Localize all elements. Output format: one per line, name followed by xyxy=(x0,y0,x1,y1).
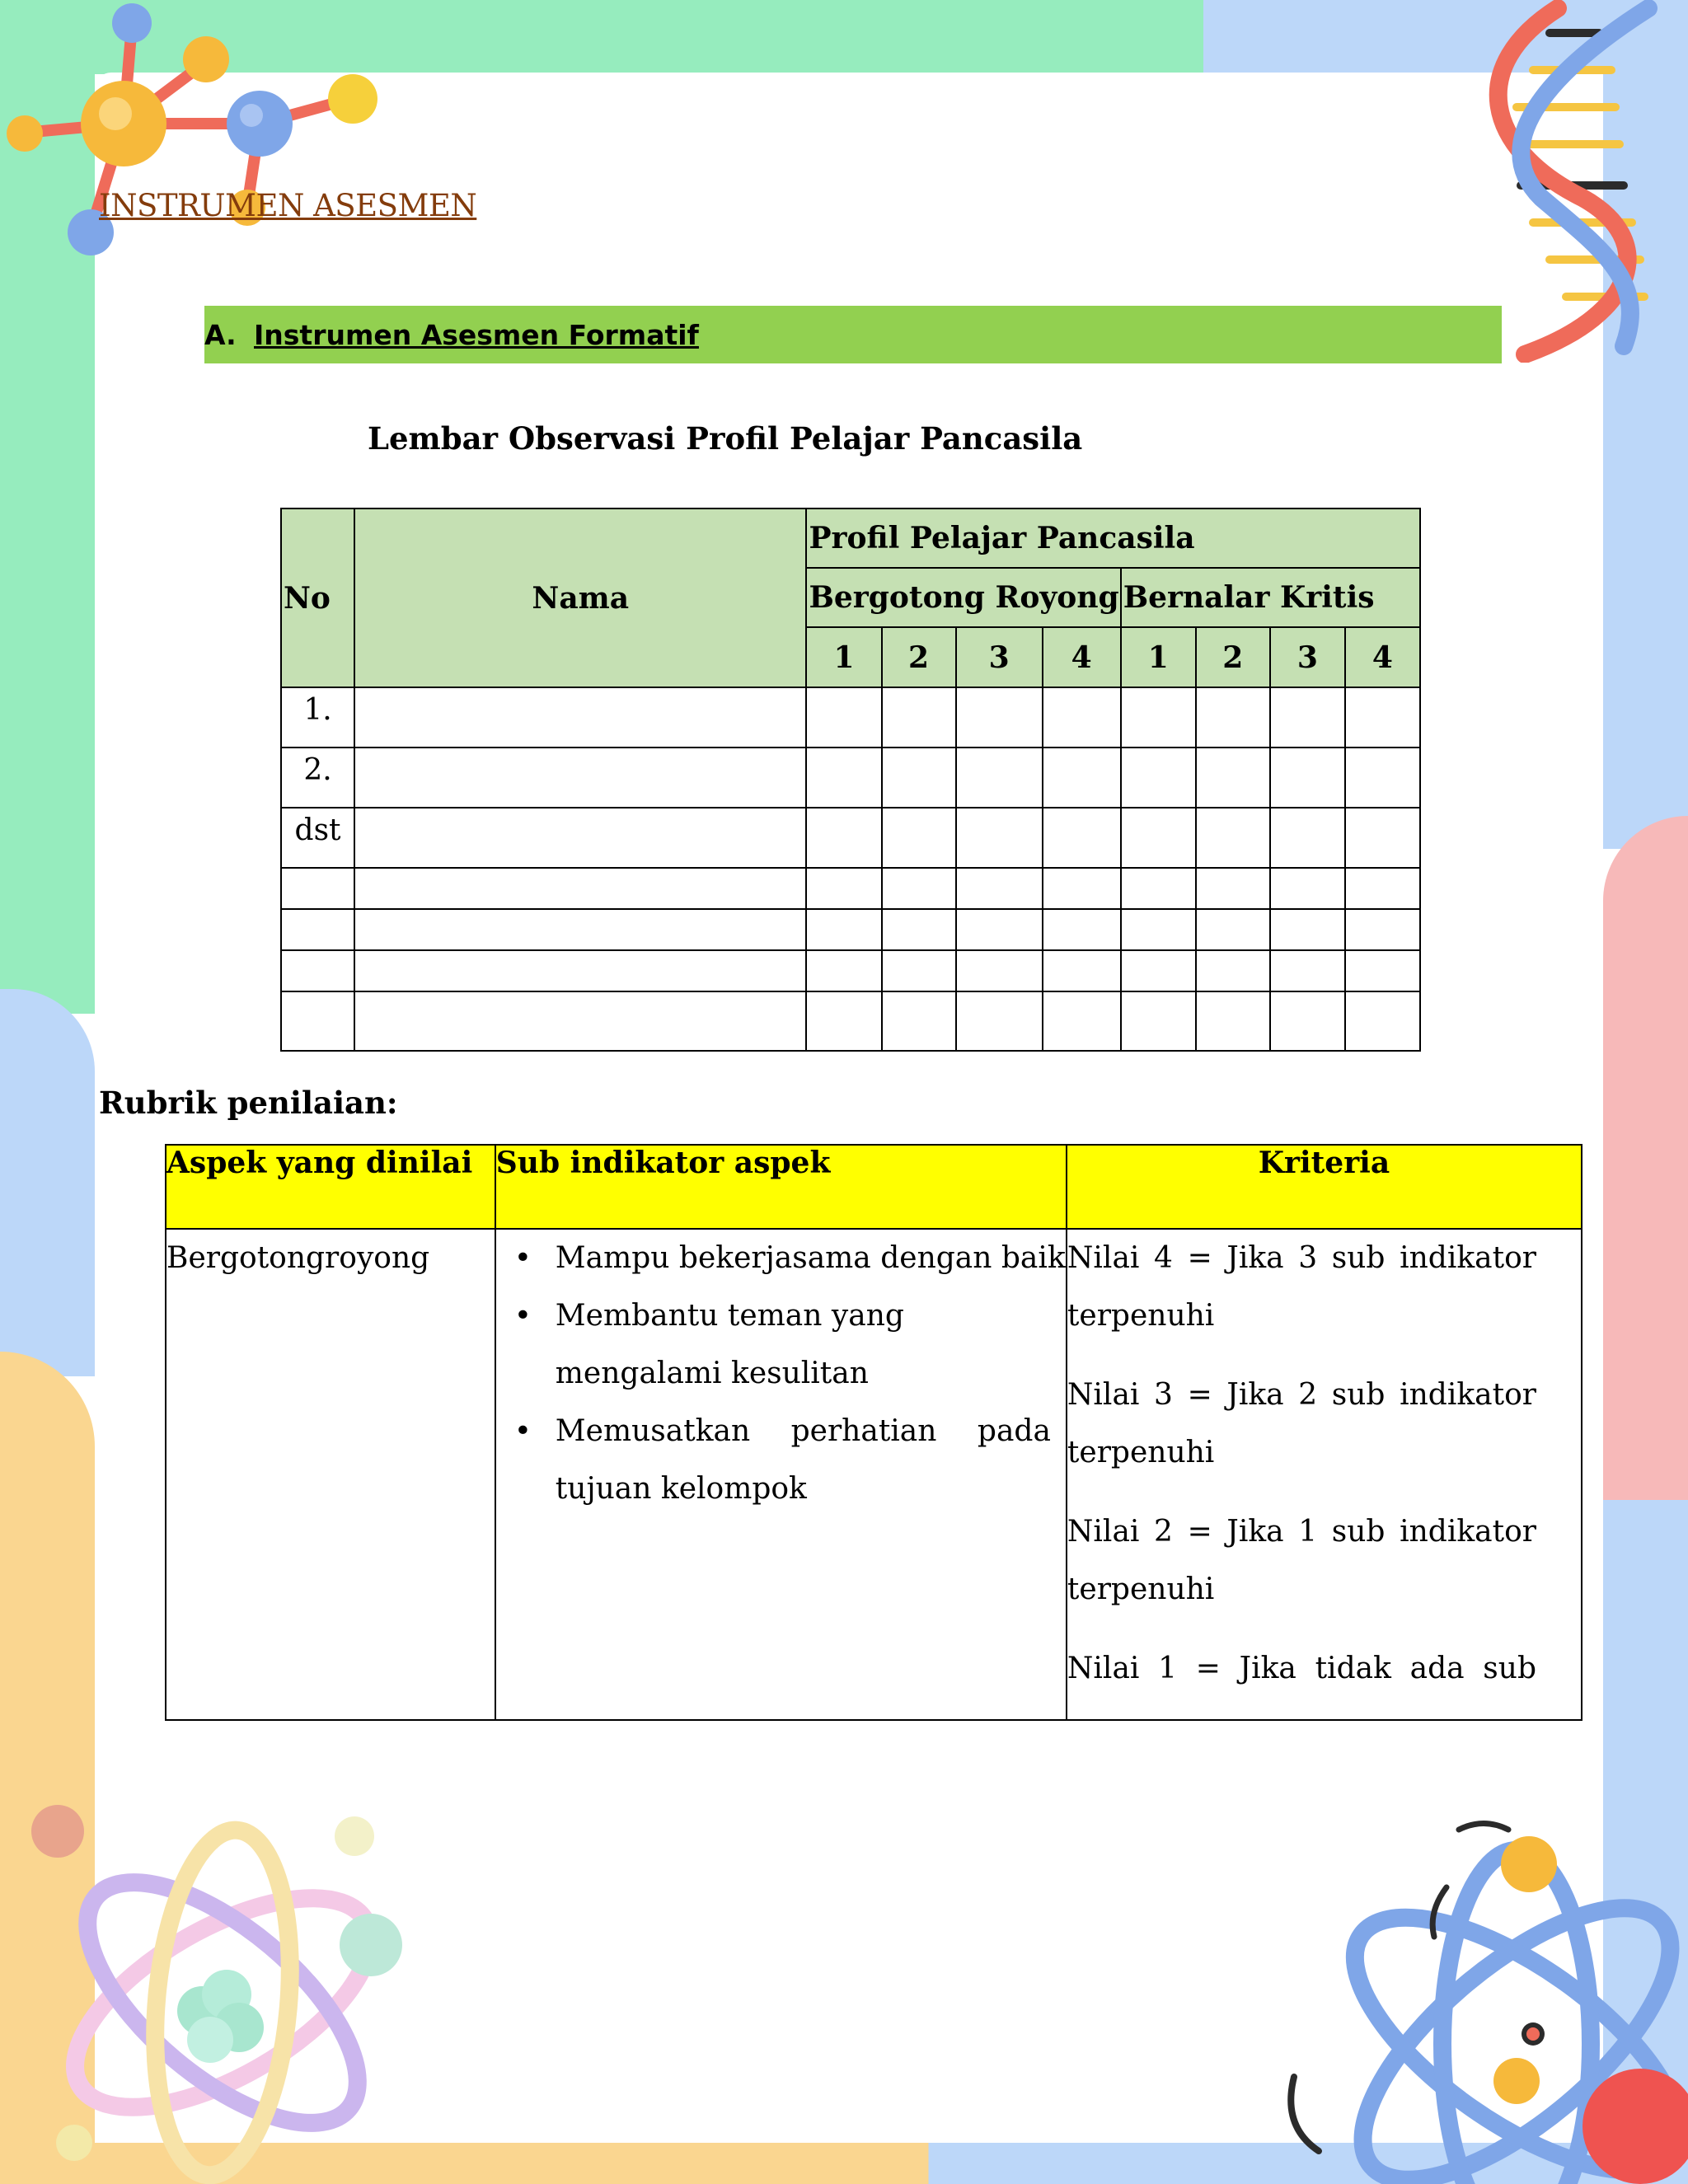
score-cell[interactable] xyxy=(1270,909,1345,950)
score-cell[interactable] xyxy=(1270,808,1345,868)
list-item: • Membantu teman yang mengalami kesulitan xyxy=(496,1287,1066,1403)
header-kriteria: Kriteria xyxy=(1067,1145,1582,1229)
table-row xyxy=(281,868,1420,909)
table-row xyxy=(281,909,1420,950)
list-item: • Mampu bekerjasama dengan baik xyxy=(496,1230,1066,1287)
score-cell[interactable] xyxy=(1196,808,1270,868)
table-row xyxy=(281,950,1420,991)
score-cell[interactable] xyxy=(806,950,881,991)
score-cell[interactable] xyxy=(1270,991,1345,1051)
row-number xyxy=(281,909,354,950)
table-row xyxy=(281,808,1420,868)
section-header xyxy=(204,306,1502,363)
score-cell[interactable] xyxy=(806,991,881,1051)
score-header: 4 xyxy=(1043,627,1121,687)
aspect-cell xyxy=(166,1229,495,1720)
table-row xyxy=(281,687,1420,748)
score-cell[interactable] xyxy=(956,808,1043,868)
score-header: 2 xyxy=(882,627,956,687)
rubric-table xyxy=(165,1144,1582,1721)
criteria-item: Nilai 2 = Jika 1 sub indikator terpenuhi xyxy=(1067,1515,1536,1606)
frame-left-blue xyxy=(0,989,95,1376)
frame-right-pink xyxy=(1603,816,1688,1525)
score-header: 1 xyxy=(806,627,881,687)
score-cell[interactable] xyxy=(882,687,956,748)
score-cell[interactable] xyxy=(1270,950,1345,991)
sub-indicator-cell xyxy=(495,1229,1067,1720)
score-cell[interactable] xyxy=(1121,909,1196,950)
rubric-label: Rubrik penilaian: xyxy=(99,1085,398,1121)
header-no: No xyxy=(281,509,354,687)
header-nama: Nama xyxy=(354,509,806,687)
document-title: INSTRUMEN ASESMEN xyxy=(99,188,477,223)
score-cell[interactable] xyxy=(882,808,956,868)
score-cell[interactable] xyxy=(956,991,1043,1051)
observation-table xyxy=(280,508,1421,1052)
criteria-cell xyxy=(1067,1229,1582,1720)
header-bernalar-kritis: Bernalar Kritis xyxy=(1121,568,1420,627)
score-cell[interactable] xyxy=(1043,808,1121,868)
score-cell[interactable] xyxy=(956,868,1043,909)
score-cell[interactable] xyxy=(1043,950,1121,991)
score-cell[interactable] xyxy=(806,808,881,868)
score-header: 3 xyxy=(956,627,1043,687)
score-cell[interactable] xyxy=(956,748,1043,808)
score-cell[interactable] xyxy=(1270,748,1345,808)
observation-title: Lembar Observasi Profil Pelajar Pancasila xyxy=(368,420,1083,457)
criteria-item: Nilai 1 = Jika tidak ada sub xyxy=(1067,1652,1536,1685)
score-cell[interactable] xyxy=(1270,687,1345,748)
score-cell[interactable] xyxy=(1196,868,1270,909)
score-cell[interactable] xyxy=(806,748,881,808)
score-cell[interactable] xyxy=(1121,868,1196,909)
score-cell[interactable] xyxy=(1043,748,1121,808)
row-number: 1. xyxy=(281,687,354,748)
score-cell[interactable] xyxy=(882,909,956,950)
score-cell[interactable] xyxy=(1196,687,1270,748)
score-cell[interactable] xyxy=(1345,909,1420,950)
sub-indicator-list xyxy=(496,1230,1066,1518)
criteria-item: Nilai 4 = Jika 3 sub indikator terpenuhi xyxy=(1067,1241,1536,1333)
name-cell[interactable] xyxy=(354,950,806,991)
table-row xyxy=(281,748,1420,808)
score-cell[interactable] xyxy=(882,868,956,909)
section-title: Instrumen Asesmen Formatif xyxy=(254,318,699,351)
section-letter: A. xyxy=(204,318,237,351)
score-cell[interactable] xyxy=(1345,748,1420,808)
row-number xyxy=(281,991,354,1051)
score-cell[interactable] xyxy=(1345,991,1420,1051)
score-cell[interactable] xyxy=(806,687,881,748)
header-aspek: Aspek yang dinilai xyxy=(166,1145,495,1229)
name-cell[interactable] xyxy=(354,991,806,1051)
score-cell[interactable] xyxy=(1196,748,1270,808)
score-cell[interactable] xyxy=(882,991,956,1051)
score-cell[interactable] xyxy=(1121,687,1196,748)
score-cell[interactable] xyxy=(806,909,881,950)
header-profil: Profil Pelajar Pancasila xyxy=(806,509,1420,568)
name-cell[interactable] xyxy=(354,748,806,808)
score-cell[interactable] xyxy=(1345,808,1420,868)
header-sub-indikator: Sub indikator aspek xyxy=(495,1145,1067,1229)
score-cell[interactable] xyxy=(1196,991,1270,1051)
score-cell[interactable] xyxy=(956,687,1043,748)
row-number: dst xyxy=(281,808,354,868)
score-cell[interactable] xyxy=(1121,748,1196,808)
name-cell[interactable] xyxy=(354,687,806,748)
score-header: 2 xyxy=(1196,627,1270,687)
name-cell[interactable] xyxy=(354,868,806,909)
row-number: 2. xyxy=(281,748,354,808)
header-bergotong-royong: Bergotong Royong xyxy=(806,568,1120,627)
criteria-item: Nilai 3 = Jika 2 sub indikator terpenuhi xyxy=(1067,1378,1536,1469)
score-cell[interactable] xyxy=(1196,909,1270,950)
name-cell[interactable] xyxy=(354,808,806,868)
aspect-name: Bergotongroyong xyxy=(166,1241,430,1275)
list-item: • Memusatkan perhatian pada tujuan kelompok xyxy=(496,1403,1066,1518)
score-cell[interactable] xyxy=(1345,950,1420,991)
score-cell[interactable] xyxy=(1043,868,1121,909)
name-cell[interactable] xyxy=(354,909,806,950)
score-header: 1 xyxy=(1121,627,1196,687)
score-cell[interactable] xyxy=(1345,868,1420,909)
score-cell[interactable] xyxy=(1121,950,1196,991)
score-cell[interactable] xyxy=(882,748,956,808)
score-cell[interactable] xyxy=(1121,991,1196,1051)
score-header: 3 xyxy=(1270,627,1345,687)
score-cell[interactable] xyxy=(1345,687,1420,748)
score-cell[interactable] xyxy=(1121,808,1196,868)
score-cell[interactable] xyxy=(1196,950,1270,991)
score-cell[interactable] xyxy=(1043,687,1121,748)
score-cell[interactable] xyxy=(956,909,1043,950)
atom-orbit-icon xyxy=(0,1788,462,2184)
score-cell[interactable] xyxy=(956,950,1043,991)
score-cell[interactable] xyxy=(806,868,881,909)
row-number xyxy=(281,950,354,991)
score-header: 4 xyxy=(1345,627,1420,687)
row-number xyxy=(281,868,354,909)
atom-icon xyxy=(1269,1797,1688,2184)
score-cell[interactable] xyxy=(1043,909,1121,950)
score-cell[interactable] xyxy=(1043,991,1121,1051)
score-cell[interactable] xyxy=(1270,868,1345,909)
score-cell[interactable] xyxy=(882,950,956,991)
table-row xyxy=(281,991,1420,1051)
